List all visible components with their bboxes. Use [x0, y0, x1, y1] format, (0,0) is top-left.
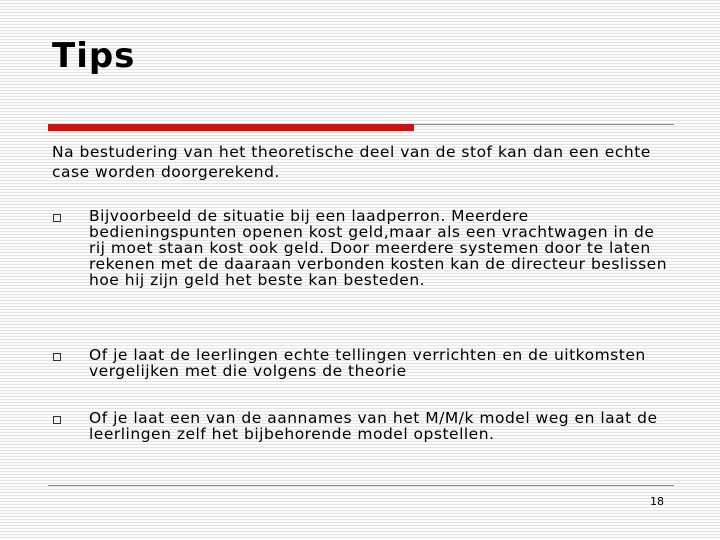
page-number: 18	[650, 495, 664, 508]
square-bullet-icon	[53, 416, 61, 424]
square-bullet-icon	[53, 214, 61, 222]
footer-divider	[48, 485, 674, 486]
bullet-text: Bijvoorbeeld de situatie bij een laadperron. Meerdere bedieningspunten openen kost geld,maar als een vrachtwagen in de rij moet staan kost ook geld. Door meerdere systemen door te laten rekenen met de daaraan verbonden kosten kan de directeur beslissen hoe hij zijn geld het beste kan besteden.	[89, 207, 668, 289]
bullet-text: Of je laat de leerlingen echte tellingen verrichten en de uitkomsten vergelijken met die volgens de theorie	[89, 346, 646, 380]
intro-paragraph: Na bestudering van het theoretische deel van de stof kan dan een echte case worden doorgerekend.	[52, 143, 651, 181]
slide-title: Tips	[52, 36, 136, 76]
bullet-text: Of je laat een van de aannames van het M/M/k model weg en laat de leerlingen zelf het bijbehorende model opstellen.	[89, 409, 658, 443]
square-bullet-icon	[53, 353, 61, 361]
